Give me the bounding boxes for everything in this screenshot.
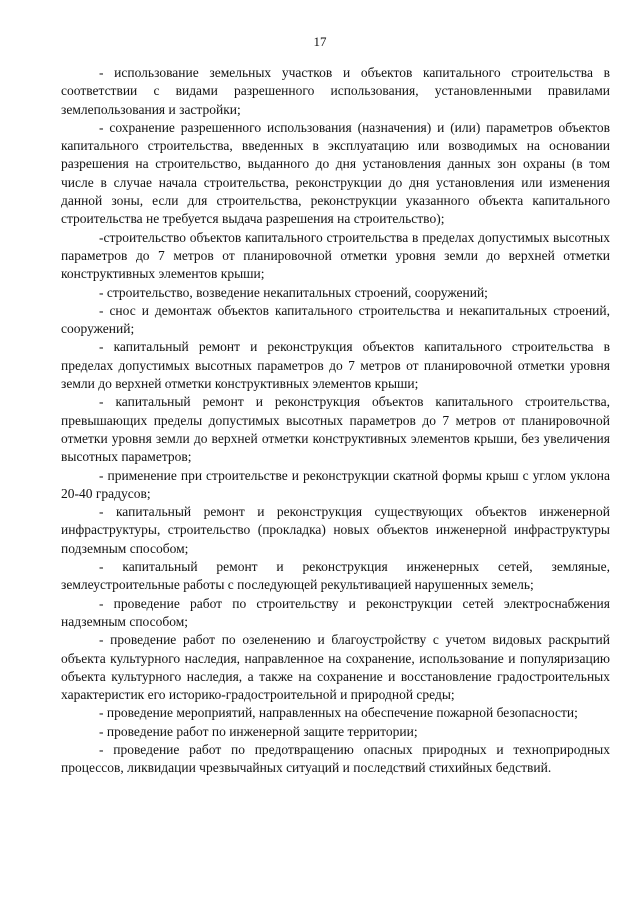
paragraph-hazard-prevention: - проведение работ по предотвращению опасных природных и технoприродных процессов, ликвидации чрезвычайных ситуаций и последствий стихийных бедствий. — [61, 741, 610, 776]
paragraph-construction-7m: -строительство объектов капитального строительства в пределах допустимых высотных параметров до 7 метров от планировочной отметки уровня земли до верхней отметки конструктивных элементов крыши; — [61, 229, 610, 282]
paragraph-demolition: - снос и демонтаж объектов капитального строительства и некапитальных строений, сооружений; — [61, 302, 610, 337]
page-number: 17 — [313, 34, 327, 49]
paragraph-pitched-roofs: - применение при строительстве и реконструкции скатной формы крыш с углом уклона 20-40 градусов; — [61, 467, 610, 501]
paragraph-preserve-permitted-use: - сохранение разрешенного использования (назначения) и (или) параметров объектов капитального строительства, введенных в эксплуатацию или возводимых на основании разрешения на строительство, выданного до дня установления данных зон охраны (в том числе в случае начала строительства, реконструкции до дня установления или изменения данной зоны, если для строительства, реконструкции указанного объекта капитального строительства не требуется выдача разрешения на строительство); — [61, 119, 610, 227]
paragraph-engineering-protection: - проведение работ по инженерной защите территории; — [99, 723, 418, 739]
paragraph-repair-within-limits: - капитальный ремонт и реконструкция объектов капитального строительства в пределах допустимых высотных параметров до 7 метров от планировочной отметки уровня земли до верхней отметки конструктивных элементов крыши; — [61, 339, 610, 392]
paragraph-power-lines: - проведение работ по строительству и реконструкции сетей электроснабжения надземным способом; — [61, 595, 610, 629]
document-body — [61, 64, 610, 778]
paragraph-repair-exceeding-limits: - капитальный ремонт и реконструкция объектов капитального строительства, превышающих пределы допустимых высотных параметров до 7 метров от планировочной отметки уровня земли до верхней отметки конструктивных элементов крыши, без увеличения высотных параметров; — [61, 394, 610, 465]
paragraph-land-use: - использование земельных участков и объектов капитального строительства в соответствии с видами разрешенного использования, установленными правилами землепользования и застройки; — [61, 65, 610, 117]
paragraph-fire-safety: - проведение мероприятий, направленных на обеспечение пожарной безопасности; — [99, 705, 578, 721]
paragraph-non-capital-structures: - строительство, возведение некапитальных строений, сооружений; — [99, 284, 488, 300]
paragraph-engineering-infrastructure: - капитальный ремонт и реконструкция существующих объектов инженерной инфраструктуры, строительство (прокладка) новых объектов инженерной инфраструктуры подземным способом; — [61, 504, 610, 556]
paragraph-engineering-networks: - капитальный ремонт и реконструкция инженерных сетей, земляные, землеустроительные работы с последующей рекультивацией нарушенных земель; — [61, 559, 610, 593]
paragraph-landscaping: - проведение работ по озеленению и благоустройству с учетом видовых раскрытий объекта культурного наследия, направленное на сохранение, использование и популяризацию объекта культурного наследия, а также на сохранение и восстановление градостроительных характеристик его историко-градостроительной и природной среды; — [61, 632, 610, 703]
